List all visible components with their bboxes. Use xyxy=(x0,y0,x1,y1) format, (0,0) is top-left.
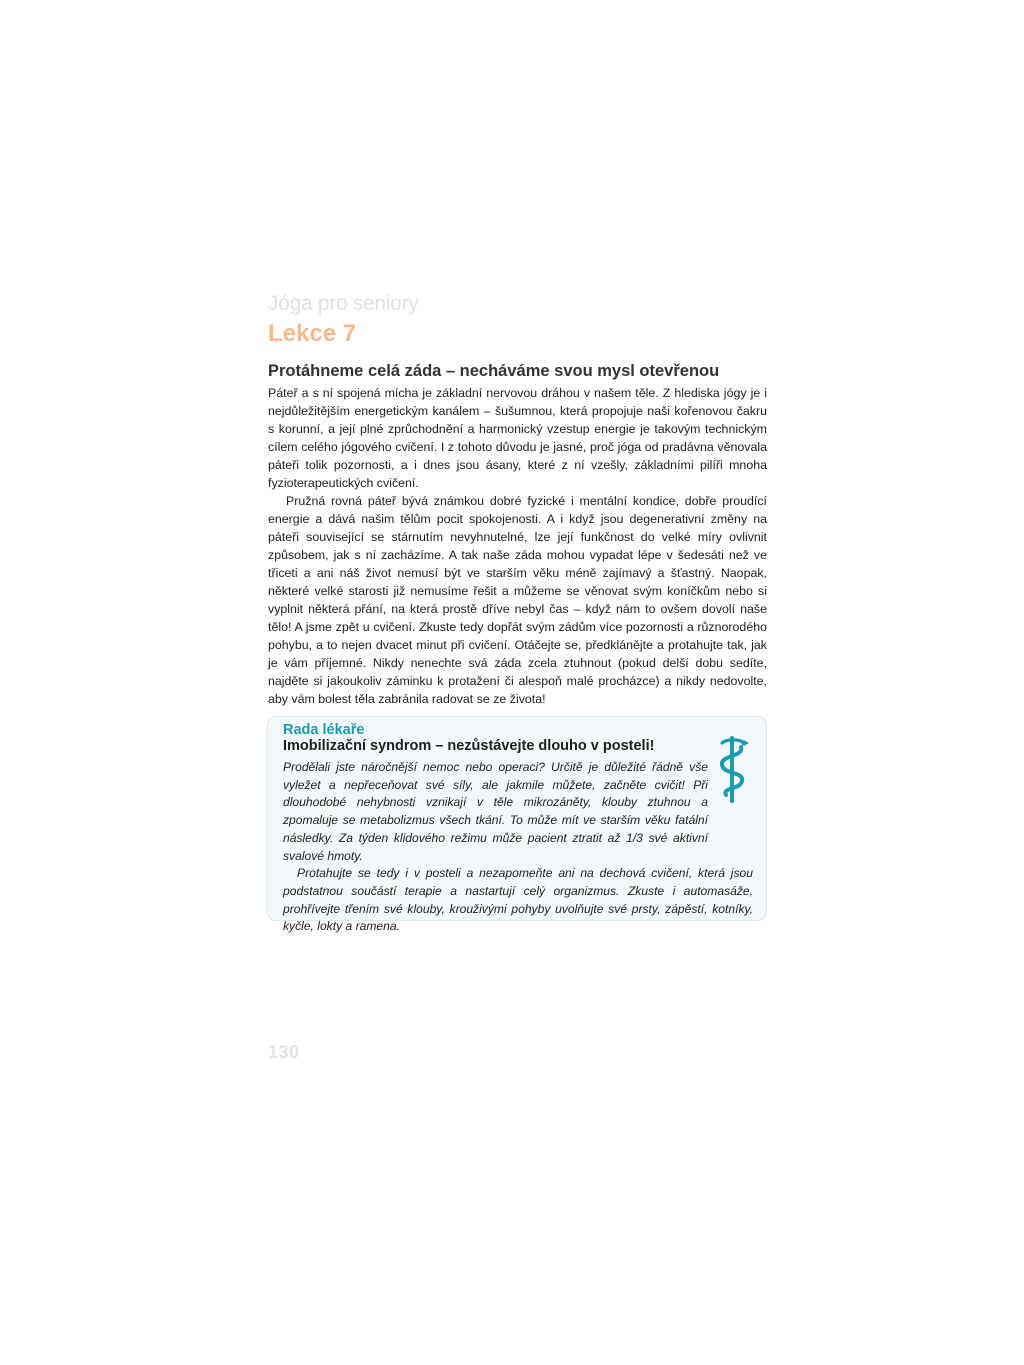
doctor-tip-box xyxy=(267,716,767,934)
body-paragraph: Pružná rovná páteř bývá známkou dobré fyzické i mentální kondice, dobře proudící energie a dává našim tělům pocit spokojenosti. A i když jsou degenerativní změny na páteři související se stárnutím nevyhnutelné, lze její funkčnost do velké míry ovlivnit způsobem, jak s ní zacházíme. A tak naše záda mohou vypadat lépe v šedesáti než ve třiceti a ani náš život nemusí být ve starším věku méně zajímavý a šťastný. Naopak, některé velké starosti již nemusíme řešit a můžeme se věnovat svým koníčkům nebo si vyplnit některá přání, na která prostě dříve nebyl čas – když nám to ovšem dovolí naše tělo! A jsme zpět u cvičení. Zkuste tedy dopřát svým zádům více pozornosti a různorodého pohybu, a to nejen dvacet minut při cvičení. Otáčejte se, předklánějte a protahujte tak, jak je vám příjemné. Nikdy nenechte svá záda zcela ztuhnout (pokud delší dobu sedíte, najděte si jakoukoliv záminku k protažení či alespoň malé procházce) a nikdy nedovolte, aby vám bolest těla zabránila radovat se ze života! xyxy=(268,494,767,706)
page-number: 130 xyxy=(268,1042,300,1062)
tip-label: Rada lékaře xyxy=(283,722,365,738)
tip-text xyxy=(283,759,753,936)
section-heading: Protáhneme celá záda – necháváme svou mysl otevřenou xyxy=(268,362,720,380)
running-head: Jóga pro seniory xyxy=(268,292,419,315)
tip-paragraph: Protahujte se tedy i v posteli a nezapomeňte ani na dechová cvičení, která jsou podstatnou součástí terapie a nastartují celý organizmus. Zkuste i automasáže, prohřívejte třením své klouby, krouživými pohyby uvolňujte své prsty, zápěstí, kotníky, kyčle, lokty a ramena. xyxy=(283,866,753,934)
body-text xyxy=(268,384,767,708)
tip-paragraph: Prodělali jste náročnější nemoc nebo operaci? Určitě je důležité řádně vše vyležet a nepřeceňovat své síly, ale jakmile můžete, začněte cvičit! Při dlouhodobé nehybnosti vznikají v těle mikrozáněty, klouby ztuhnou a zpomaluje se metabolizmus všech tkání. To může mít ve starším věku fatální následky. Za týden klidového režimu může pacient ztratit až 1/3 své aktivní svalové hmoty. xyxy=(283,760,708,863)
body-paragraph: Páteř a s ní spojená mícha je základní nervovou dráhou v našem těle. Z hlediska jógy je i nejdůležitějším energetickým kanálem – šušumnou, která propojuje naši kořenovou čakru s korunní, a její plné zprůchodnění a harmonický vzestup energie je takovým technickým cílem celého jógového cvičení. I z tohoto důvodu je jasné, proč jóga od pradávna věnovala páteři tolik pozornosti, a i dnes jsou ásany, které z ní vzešly, základními pilíři mnoha fyzioterapeutických cvičení. xyxy=(268,386,767,490)
lesson-title: Lekce 7 xyxy=(268,320,357,347)
tip-heading: Imobilizační syndrom – nezůstávejte dlouho v posteli! xyxy=(283,738,655,754)
